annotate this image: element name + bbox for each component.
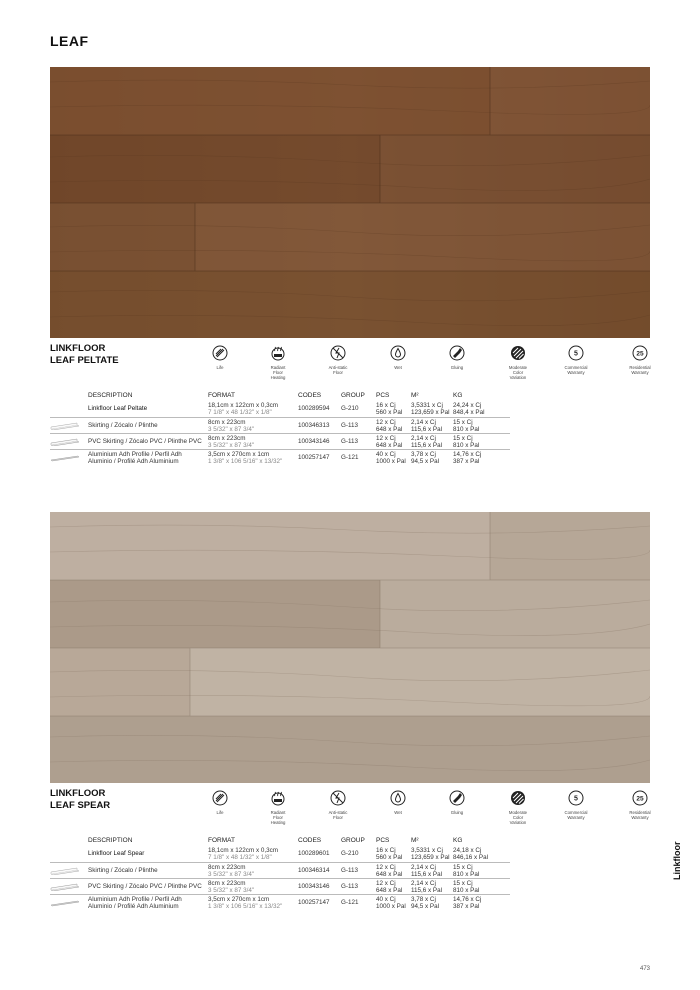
- column-header: CODES: [298, 392, 322, 399]
- feature-item: [488, 790, 548, 825]
- feature-item: [427, 790, 487, 815]
- table-row: [50, 401, 510, 417]
- cell-m1: 2,14 x Cj: [411, 435, 436, 442]
- cell-code: 100346314: [298, 867, 330, 874]
- cell-fmt2: 1 3/8" x 106 5/16" x 13/32": [208, 458, 283, 465]
- cell-m2: 115,6 x Pal: [411, 442, 443, 449]
- table-row: [50, 417, 510, 433]
- column-header: PCS: [376, 837, 390, 844]
- cell-fmt2: 7 1/8" x 48 1/32" x 1/8": [208, 409, 272, 416]
- cell-fmt1: 8cm x 223cm: [208, 435, 246, 442]
- feature-item: [546, 790, 606, 820]
- cell-kg2: 387 x Pal: [453, 458, 480, 465]
- cell-fmt2: 3 5/32" x 87 3/4": [208, 426, 255, 433]
- cell-m1: 3,5331 x Cj: [411, 847, 443, 854]
- column-header: GROUP: [341, 837, 365, 844]
- cell-m1: 2,14 x Cj: [411, 880, 436, 887]
- feature-item: [308, 790, 368, 820]
- cell-m2: 115,6 x Pal: [411, 426, 443, 433]
- cell-fmt2: 3 5/32" x 87 3/4": [208, 871, 255, 878]
- cell-fmt1: 3,5cm x 270cm x 1cm: [208, 896, 270, 903]
- table-row: [50, 433, 510, 449]
- svg-text:5: 5: [574, 795, 578, 803]
- cell-kg1: 14,76 x Cj: [453, 896, 482, 903]
- cell-pcs2: 1000 x Pal: [376, 458, 406, 465]
- wet-icon: [390, 345, 406, 361]
- feature-item: [368, 345, 428, 370]
- column-header: GROUP: [341, 392, 365, 399]
- feature-label: Moderate Color Variation: [508, 365, 528, 380]
- cell-fmt1: 8cm x 223cm: [208, 880, 246, 887]
- table-header: [50, 837, 510, 846]
- cell-kg1: 15 x Cj: [453, 880, 473, 887]
- column-header: KG: [453, 392, 463, 399]
- table-row: [50, 894, 510, 910]
- gluing-icon: [449, 790, 465, 806]
- cell-kg2: 846,16 x Pal: [453, 854, 489, 861]
- cell-desc: Linkfloor Leaf Spear: [88, 850, 145, 857]
- cell-m2: 94,5 x Pal: [411, 458, 440, 465]
- feature-item: [248, 345, 308, 380]
- svg-text:5: 5: [574, 350, 578, 358]
- cell-code: 100289594: [298, 405, 330, 412]
- product-name: LINKFLOOR LEAF PELTATE: [50, 343, 119, 366]
- cell-pcs1: 16 x Cj: [376, 847, 396, 854]
- column-header: DESCRIPTION: [88, 392, 133, 399]
- cell-group: G-210: [341, 850, 359, 857]
- cell-kg1: 24,18 x Cj: [453, 847, 482, 854]
- feature-item: [248, 790, 308, 825]
- cell-pcs2: 560 x Pal: [376, 409, 403, 416]
- product-name: LINKFLOOR LEAF SPEAR: [50, 788, 111, 811]
- cell-m2: 123,659 x Pal: [411, 409, 450, 416]
- feature-label: Residential Warranty: [629, 810, 651, 820]
- feature-icons-row: [200, 790, 660, 830]
- cell-code: 100257147: [298, 899, 330, 906]
- table-row: [50, 449, 510, 465]
- feature-label: Radiant Floor Heating: [270, 810, 286, 825]
- cell-m1: 3,5331 x Cj: [411, 402, 443, 409]
- feature-icons-row: [200, 345, 660, 385]
- cell-pcs2: 648 x Pal: [376, 871, 403, 878]
- wood-swatch-image: [50, 512, 650, 783]
- feature-item: [190, 345, 250, 370]
- cell-kg2: 810 x Pal: [453, 426, 480, 433]
- cell-pcs1: 12 x Cj: [376, 864, 396, 871]
- feature-label: Anti-static Floor: [328, 365, 348, 375]
- cell-code: 100346313: [298, 422, 330, 429]
- profile-thumbnail: [50, 422, 80, 430]
- residential-warranty-icon: [632, 790, 648, 806]
- cell-kg1: 15 x Cj: [453, 864, 473, 871]
- cell-m2: 94,5 x Pal: [411, 903, 440, 910]
- feature-item: [488, 345, 548, 380]
- cell-group: G-113: [341, 422, 359, 429]
- cell-kg1: 15 x Cj: [453, 419, 473, 426]
- anti-static-icon: [330, 790, 346, 806]
- cell-m2: 115,6 x Pal: [411, 871, 443, 878]
- cell-m2: 115,6 x Pal: [411, 887, 443, 894]
- cell-m1: 3,78 x Cj: [411, 451, 436, 458]
- radiant-heating-icon: [270, 790, 286, 806]
- svg-text:25: 25: [636, 350, 644, 358]
- cell-code: 100343146: [298, 883, 330, 890]
- cell-pcs1: 16 x Cj: [376, 402, 396, 409]
- spec-table: [50, 392, 510, 465]
- feature-item: [610, 345, 670, 375]
- cell-group: G-121: [341, 454, 359, 461]
- cell-pcs2: 560 x Pal: [376, 854, 403, 861]
- page-number: 473: [640, 966, 651, 972]
- cell-desc: Linkfloor Leaf Peltate: [88, 405, 148, 412]
- cell-fmt2: 3 5/32" x 87 3/4": [208, 442, 255, 449]
- commercial-warranty-icon: [568, 790, 584, 806]
- profile-thumbnail: [50, 454, 80, 462]
- cell-pcs2: 648 x Pal: [376, 426, 403, 433]
- cell-group: G-113: [341, 883, 359, 890]
- profile-thumbnail: [50, 438, 80, 446]
- feature-label: Moderate Color Variation: [508, 810, 528, 825]
- life-icon: [212, 790, 228, 806]
- feature-item: [308, 345, 368, 375]
- feature-label: Gluing: [450, 365, 464, 370]
- profile-thumbnail: [50, 883, 80, 891]
- cell-pcs1: 12 x Cj: [376, 419, 396, 426]
- commercial-warranty-icon: [568, 345, 584, 361]
- cell-desc: Aluminium Adh Profile / Perfil Adh: [88, 896, 182, 903]
- feature-item: [546, 345, 606, 375]
- cell-fmt1: 8cm x 223cm: [208, 419, 246, 426]
- cell-kg2: 848,4 x Pal: [453, 409, 485, 416]
- cell-desc: Aluminium Adh Profile / Perfil Adh: [88, 451, 182, 458]
- table-header: [50, 392, 510, 401]
- feature-label: Commercial Warranty: [564, 810, 588, 820]
- cell-desc2: Aluminio / Profilé Adh Aluminium: [88, 903, 179, 910]
- cell-m1: 2,14 x Cj: [411, 864, 436, 871]
- cell-pcs2: 648 x Pal: [376, 887, 403, 894]
- wood-swatch-image: [50, 67, 650, 338]
- cell-m1: 3,78 x Cj: [411, 896, 436, 903]
- cell-group: G-113: [341, 867, 359, 874]
- cell-m1: 2,14 x Cj: [411, 419, 436, 426]
- cell-code: 100257147: [298, 454, 330, 461]
- table-row: [50, 878, 510, 894]
- feature-label: Gluing: [450, 810, 464, 815]
- cell-desc: PVC Skirting / Zócalo PVC / Plinthe PVC: [88, 883, 202, 890]
- feature-label: Radiant Floor Heating: [270, 365, 286, 380]
- cell-pcs1: 12 x Cj: [376, 880, 396, 887]
- spec-table: [50, 837, 510, 910]
- profile-thumbnail: [50, 899, 80, 907]
- cell-kg2: 387 x Pal: [453, 903, 480, 910]
- column-header: KG: [453, 837, 463, 844]
- feature-label: Wet: [394, 365, 402, 370]
- cell-kg1: 14,76 x Cj: [453, 451, 482, 458]
- cell-desc: Skirting / Zócalo / Plinthe: [88, 867, 158, 874]
- cell-pcs2: 1000 x Pal: [376, 903, 406, 910]
- feature-item: [610, 790, 670, 820]
- cell-fmt2: 1 3/8" x 106 5/16" x 13/32": [208, 903, 283, 910]
- cell-kg1: 15 x Cj: [453, 435, 473, 442]
- cell-group: G-210: [341, 405, 359, 412]
- feature-label: Life: [216, 365, 224, 370]
- cell-group: G-113: [341, 438, 359, 445]
- page-title: LEAF: [50, 33, 89, 49]
- table-row: [50, 862, 510, 878]
- feature-item: [368, 790, 428, 815]
- feature-label: Wet: [394, 810, 402, 815]
- cell-pcs1: 12 x Cj: [376, 435, 396, 442]
- column-header: M²: [411, 837, 419, 844]
- radiant-heating-icon: [270, 345, 286, 361]
- cell-kg1: 24,24 x Cj: [453, 402, 482, 409]
- cell-desc: PVC Skirting / Zócalo PVC / Plinthe PVC: [88, 438, 202, 445]
- column-header: CODES: [298, 837, 322, 844]
- cell-kg2: 810 x Pal: [453, 442, 480, 449]
- cell-kg2: 810 x Pal: [453, 887, 480, 894]
- residential-warranty-icon: [632, 345, 648, 361]
- wet-icon: [390, 790, 406, 806]
- svg-text:25: 25: [636, 795, 644, 803]
- cell-pcs1: 40 x Cj: [376, 896, 396, 903]
- cell-fmt1: 18,1cm x 122cm x 0,3cm: [208, 402, 278, 409]
- cell-pcs1: 40 x Cj: [376, 451, 396, 458]
- color-variation-icon: [510, 790, 526, 806]
- cell-pcs2: 648 x Pal: [376, 442, 403, 449]
- cell-fmt1: 18,1cm x 122cm x 0,3cm: [208, 847, 278, 854]
- cell-code: 100289601: [298, 850, 330, 857]
- side-brand-label: Linkfloor: [672, 841, 682, 880]
- cell-code: 100343146: [298, 438, 330, 445]
- column-header: M²: [411, 392, 419, 399]
- column-header: FORMAT: [208, 392, 235, 399]
- feature-item: [427, 345, 487, 370]
- cell-group: G-121: [341, 899, 359, 906]
- cell-m2: 123,659 x Pal: [411, 854, 450, 861]
- column-header: FORMAT: [208, 837, 235, 844]
- cell-fmt1: 3,5cm x 270cm x 1cm: [208, 451, 270, 458]
- cell-fmt2: 3 5/32" x 87 3/4": [208, 887, 255, 894]
- color-variation-icon: [510, 345, 526, 361]
- feature-label: Residential Warranty: [629, 365, 651, 375]
- cell-kg2: 810 x Pal: [453, 871, 480, 878]
- table-row: [50, 846, 510, 862]
- life-icon: [212, 345, 228, 361]
- feature-label: Anti-static Floor: [328, 810, 348, 820]
- cell-fmt2: 7 1/8" x 48 1/32" x 1/8": [208, 854, 272, 861]
- cell-desc2: Aluminio / Profilé Adh Aluminium: [88, 458, 179, 465]
- profile-thumbnail: [50, 867, 80, 875]
- column-header: DESCRIPTION: [88, 837, 133, 844]
- cell-desc: Skirting / Zócalo / Plinthe: [88, 422, 158, 429]
- column-header: PCS: [376, 392, 390, 399]
- feature-label: Commercial Warranty: [564, 365, 588, 375]
- gluing-icon: [449, 345, 465, 361]
- cell-fmt1: 8cm x 223cm: [208, 864, 246, 871]
- anti-static-icon: [330, 345, 346, 361]
- feature-label: Life: [216, 810, 224, 815]
- feature-item: [190, 790, 250, 815]
